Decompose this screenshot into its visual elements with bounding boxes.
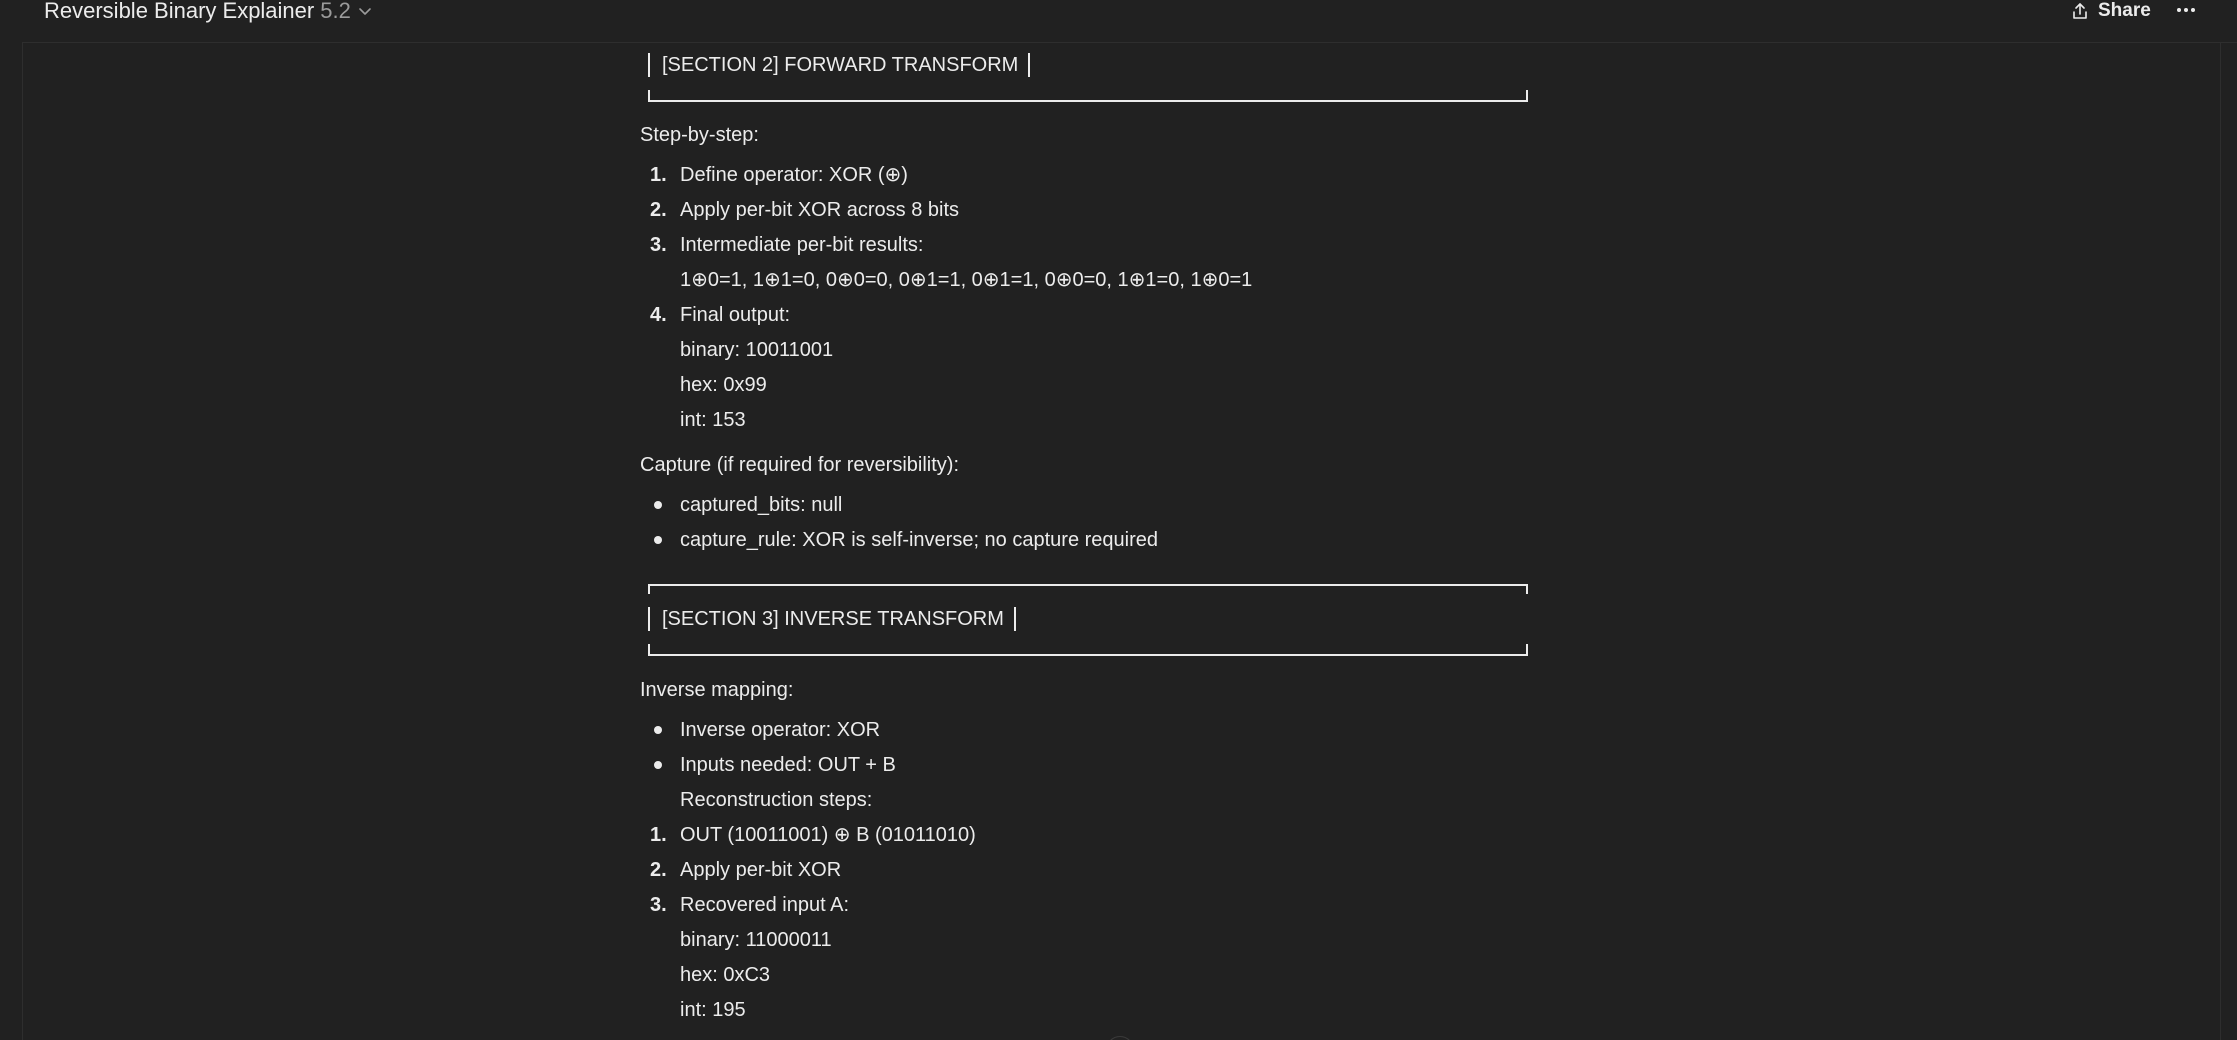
step-text: Define operator: XOR (⊕) xyxy=(680,164,908,186)
per-bit-results: 1⊕0=1, 1⊕1=0, 0⊕0=0, 0⊕1=1, 0⊕1=1, 0⊕0=0, 1⊕1=0, 1⊕0=1 xyxy=(680,269,1253,291)
share-button[interactable] xyxy=(2070,0,2151,22)
app-title: Reversible Binary Explainer xyxy=(44,0,315,23)
final-binary: binary: 10011001 xyxy=(680,339,834,361)
recovered-binary: binary: 11000011 xyxy=(680,929,832,951)
step-number: 3. xyxy=(650,234,667,256)
box-edge-right xyxy=(1014,607,1016,631)
chevron-down-icon xyxy=(357,3,373,19)
more-options-icon[interactable] xyxy=(2174,0,2198,22)
mapping-heading: Inverse mapping: xyxy=(640,679,794,701)
step-number: 3. xyxy=(650,894,667,916)
model-selector-button[interactable] xyxy=(44,0,373,22)
right-panel-border xyxy=(2220,42,2221,1040)
left-panel-border xyxy=(22,42,23,1040)
step-text: Apply per-bit XOR xyxy=(680,859,842,881)
step-number: 2. xyxy=(650,859,667,881)
share-icon xyxy=(2070,1,2090,21)
step-number: 1. xyxy=(650,824,667,846)
bullet xyxy=(654,501,662,509)
step-number: 1. xyxy=(650,164,667,186)
app-version: 5.2 xyxy=(320,0,351,23)
section-3-title: [SECTION 3] INVERSE TRANSFORM xyxy=(662,607,1004,630)
mapping-item: Inverse operator: XOR xyxy=(680,719,881,741)
section-3-box xyxy=(648,584,1528,658)
recovered-hex: hex: 0xC3 xyxy=(680,964,771,986)
capture-heading: Capture (if required for reversibility): xyxy=(640,454,959,476)
bullet xyxy=(654,536,662,544)
step-number: 4. xyxy=(650,304,667,326)
step-text: Recovered input A: xyxy=(680,894,849,916)
reconstruction-heading: Reconstruction steps: xyxy=(680,789,873,811)
box-edge-left xyxy=(648,607,650,631)
capture-item: capture_rule: XOR is self-inverse; no capture required xyxy=(680,529,1159,551)
box-edge-left xyxy=(648,53,650,77)
step-text: OUT (10011001) ⊕ B (01011010) xyxy=(680,824,976,846)
section-2-title-row xyxy=(648,52,1030,78)
mapping-item: Inputs needed: OUT + B xyxy=(680,754,896,776)
bullet xyxy=(654,761,662,769)
steps-heading: Step-by-step: xyxy=(640,124,759,146)
recovered-int: int: 195 xyxy=(680,999,746,1021)
final-int: int: 153 xyxy=(680,409,746,431)
section-3-box-top xyxy=(648,584,1528,594)
section-2-box-bottom xyxy=(648,90,1528,102)
section-2-box xyxy=(648,38,1528,104)
step-number: 2. xyxy=(650,199,667,221)
capture-item: captured_bits: null xyxy=(680,494,843,516)
step-text: Intermediate per-bit results: xyxy=(680,234,924,256)
step-text: Apply per-bit XOR across 8 bits xyxy=(680,199,959,221)
section-3-title-row xyxy=(648,606,1016,632)
box-edge-right xyxy=(1028,53,1030,77)
share-label: Share xyxy=(2098,0,2151,21)
section-2-title: [SECTION 2] FORWARD TRANSFORM xyxy=(662,53,1019,76)
top-bar xyxy=(0,0,2237,43)
scroll-to-bottom-button[interactable] xyxy=(1106,1036,1134,1040)
step-text: Final output: xyxy=(680,304,791,326)
section-3-box-bottom xyxy=(648,644,1528,656)
final-hex: hex: 0x99 xyxy=(680,374,767,396)
bullet xyxy=(654,726,662,734)
